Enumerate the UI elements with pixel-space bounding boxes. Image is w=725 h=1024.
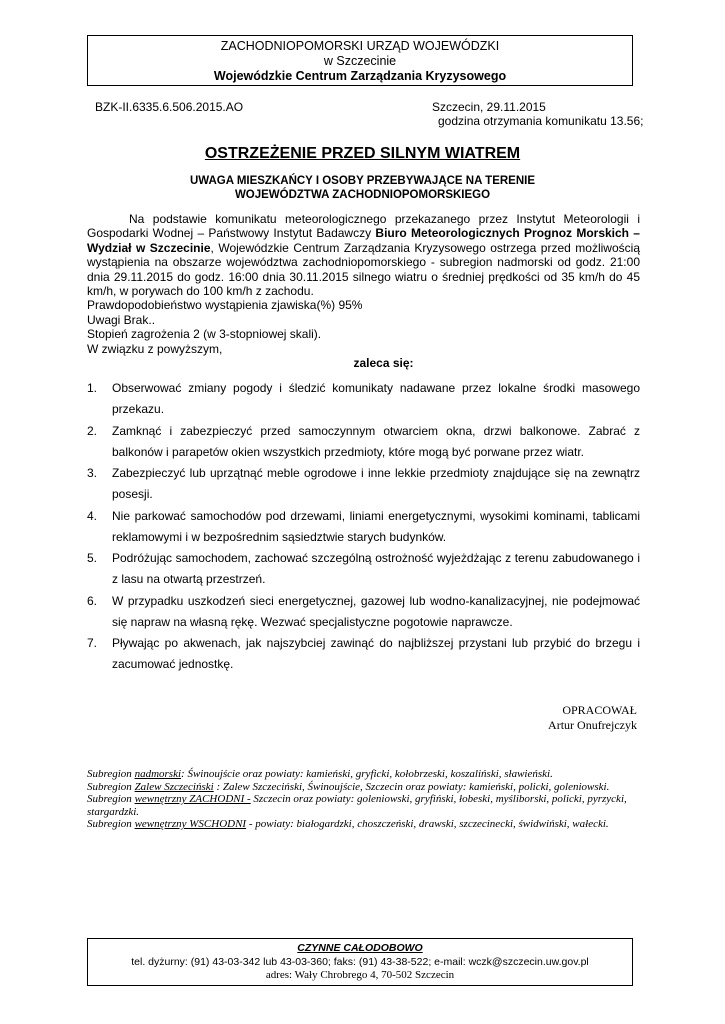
list-item-text: Zabezpieczyć lub uprzątnąć meble ogrodowe i inne lekkie przedmioty znajdujące się na zewnątrz posesji. <box>112 466 640 501</box>
issuer-name: ZACHODNIOPOMORSKI URZĄD WOJEWÓDZKI <box>220 39 500 53</box>
probability-line: Prawdopodobieństwo wystąpienia zjawiska(%) 95% <box>87 298 363 313</box>
subregion-prefix: Subregion <box>87 793 135 805</box>
subregion-description: Świnoujście oraz powiaty: kamieński, gryficki, kołobrzeski, koszaliński, sławieński. <box>187 768 553 780</box>
subregions-notes <box>87 768 637 831</box>
subregion-separator: - <box>246 818 256 830</box>
list-item-number: 6. <box>87 593 98 608</box>
prepared-by-name: Artur Onufrejczyk <box>548 718 637 732</box>
issue-date: Szczecin, 29.11.2015 <box>432 100 546 114</box>
subregion-name: wewnętrzny ZACHODNI - <box>134 793 251 805</box>
contact-footer <box>87 938 633 986</box>
therefore-line: W związku z powyższym, <box>87 341 223 356</box>
list-item <box>87 633 640 675</box>
subregion-prefix: Subregion <box>87 768 135 780</box>
subregion-prefix: Subregion <box>87 818 135 830</box>
subtitle-line-1: UWAGA MIESZKAŃCY I OSOBY PRZEBYWAJĄCE NA TERENIE <box>189 175 536 187</box>
footer-address: adres: Wały Chrobrego 4, 70-502 Szczecin <box>265 969 455 981</box>
issuer-department: Wojewódzkie Centrum Zarządzania Kryzysowego <box>213 69 507 83</box>
list-item-text: Zamknąć i zabezpieczyć przed samoczynnym otwarciem okna, drzwi balkonowe. Zabrać z balkonów i parapetów okien wszystkich przedmioty, które mogą być porwane przez wiatr. <box>112 423 640 459</box>
subregion-description: powiaty: białogardzki, choszczeński, drawski, szczecinecki, świdwiński, wałecki. <box>255 818 609 830</box>
subregion-note <box>87 818 637 831</box>
received-time: godzina otrzymania komunikatu 13.56; <box>438 114 644 128</box>
subregion-name: Zalew Szczeciński <box>134 780 214 793</box>
recommendations-list <box>87 378 640 676</box>
list-item-text: Nie parkować samochodów pod drzewami, liniami energetycznymi, wysokimi kominami, tablicami reklamowymi i w bezpośrednim sąsiedztwie starych budynków. <box>112 508 640 544</box>
subtitle-line-2: WOJEWÓDZTWA ZACHODNIOPOMORSKIEGO <box>234 189 491 201</box>
list-item-text: W przypadku uszkodzeń sieci energetycznej, gazowej lub wodno-kanalizacyjnej, nie podejmować się napraw na własną rękę. Wezwać specjalistyczne pogotowie naprawcze. <box>112 593 640 629</box>
intro-text-1: Na podstawie komunikatu meteorologicznego przekazanego przez Instytut Meteorologii i Gospodarki Wodnej – Państwowy Instytut Badawczy <box>87 212 640 241</box>
subregion-note <box>87 768 637 781</box>
prepared-by-label: OPRACOWAŁ <box>562 703 637 717</box>
list-item-number: 1. <box>87 381 98 395</box>
prepared-by <box>440 703 637 733</box>
date-block <box>432 100 643 128</box>
list-item <box>87 378 640 420</box>
list-item-number: 2. <box>87 423 98 438</box>
footer-contacts: tel. dyżurny: (91) 43-03-342 lub 43-03-360; faks: (91) 43-38-522; e-mail: wczk@szczecin.uw.gov.pl <box>131 955 589 968</box>
intro-text-2: , Wojewódzkie Centrum Zarządzania Kryzysowego ostrzega przed możliwością wystąpienia na obszarze województwa zachodniopomorskiego - subregion nadmorski od godz. 21:00 dnia 29.11.2015 do godz. 16:00 dnia 30.11.2015 silnego wiatru o średniej prędkości od 35 km/h do 45 km/h, w porywach do 100 km/h z zachodu. <box>87 240 640 299</box>
subregion-note <box>87 793 637 818</box>
subregion-separator: : <box>213 780 223 793</box>
list-item <box>87 591 640 633</box>
list-item <box>87 548 640 590</box>
list-item-text: Pływając po akwenach, jak najszybciej zawinąć do najbliższej przystani lub przybić do brzegu i zacumować jednostkę. <box>112 636 640 671</box>
list-item <box>87 506 640 548</box>
warning-subtitle <box>0 174 725 202</box>
threat-level-line: Stopień zagrożenia 2 (w 3-stopniowej skali). <box>87 327 322 342</box>
list-item-number: 5. <box>87 551 98 565</box>
reference-number: BZK-II.6335.6.506.2015.AO <box>95 100 244 114</box>
issuer-city: w Szczecinie <box>323 54 397 68</box>
list-item-number: 4. <box>87 508 98 523</box>
list-item-text: Obserwować zmiany pogody i śledzić komunikaty nadawane przez lokalne środki masowego przekazu. <box>112 381 640 416</box>
subregion-description: Szczecin oraz powiaty: goleniowski, gryfiński, łobeski, myśliborski, policki, pyrzycki, stargardzki. <box>87 793 627 818</box>
intro-paragraph <box>87 212 640 298</box>
page-title: OSTRZEŻENIE PRZED SILNYM WIATREM <box>204 145 521 162</box>
list-item-text: Podróżując samochodem, zachować szczególną ostrożność wyjeżdżając z terenu zabudowanego i z lasu na otwartą przestrzeń. <box>112 551 640 586</box>
intro-bold-office: Biuro Meteorologicznych Prognoz Morskich – Wydział w Szczecinie <box>87 226 640 255</box>
list-item <box>87 463 640 505</box>
list-item-number: 7. <box>87 636 98 650</box>
subregion-note <box>87 781 637 794</box>
subregion-separator: : <box>181 768 188 780</box>
issuer-header <box>87 35 633 86</box>
warning-body <box>87 212 640 370</box>
list-item-number: 3. <box>87 466 98 480</box>
footer-title: CZYNNE CAŁODOBOWO <box>297 942 423 954</box>
subregion-description: Zalew Szczeciński, Świnoujście, Szczecin oraz powiaty: kamieński, policki, goleniowski. <box>222 780 610 793</box>
subregion-name: nadmorski <box>134 768 182 780</box>
recommends-heading: zaleca się: <box>353 356 414 371</box>
subregion-name: wewnętrzny WSCHODNI <box>134 818 247 830</box>
list-item <box>87 421 640 463</box>
subregion-prefix: Subregion <box>87 780 135 793</box>
remarks-line: Uwagi Brak.. <box>87 312 156 327</box>
